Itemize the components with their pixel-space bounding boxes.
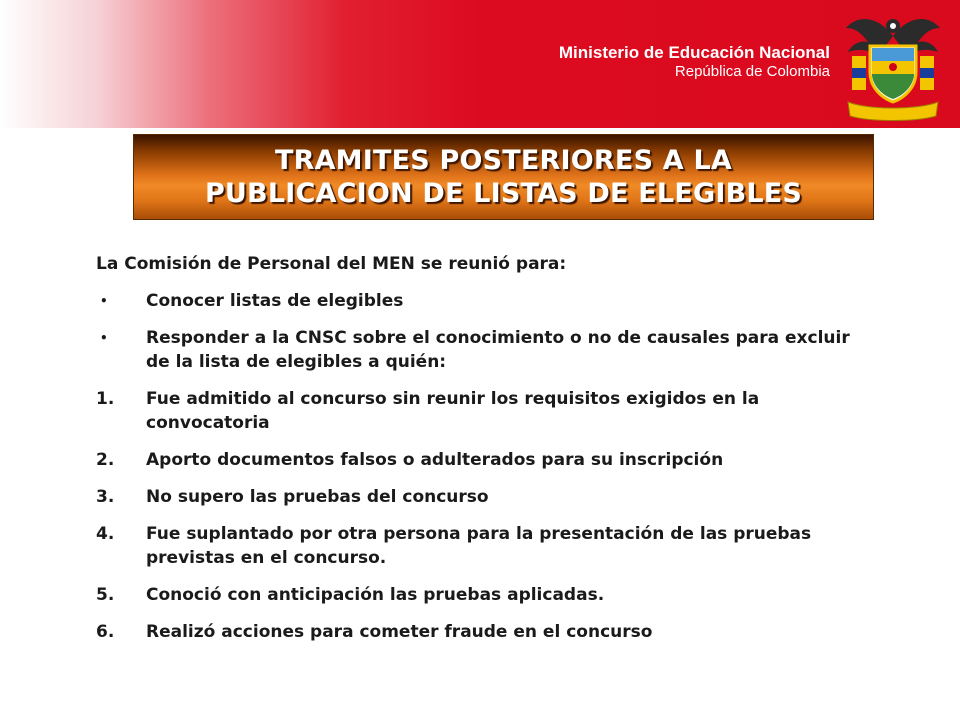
title-banner xyxy=(133,134,874,220)
ministry-name: Ministerio de Educación Nacional xyxy=(558,43,830,62)
numbered-item xyxy=(96,522,876,570)
number-marker: 4. xyxy=(96,524,115,544)
numbered-text: Aporto documentos falsos o adulterados para su inscripción xyxy=(146,450,724,470)
bullet-marker: • xyxy=(100,294,108,308)
colombia-coat-of-arms-icon xyxy=(838,6,948,122)
intro-text: La Comisión de Personal del MEN se reunió para: xyxy=(96,254,567,274)
bullet-marker: • xyxy=(100,331,108,345)
numbered-text: Fue suplantado por otra persona para la presentación de las pruebas previstas en el concurso. xyxy=(146,524,812,568)
header-banner xyxy=(0,0,960,128)
number-marker: 2. xyxy=(96,450,115,470)
bullet-text: Responder a la CNSC sobre el conocimiento o no de causales para excluir de la lista de elegibles a quién: xyxy=(146,328,850,372)
numbered-text: Realizó acciones para cometer fraude en el concurso xyxy=(146,622,653,642)
numbered-text: Conoció con anticipación las pruebas aplicadas. xyxy=(146,585,605,605)
numbered-text: Fue admitido al concurso sin reunir los requisitos exigidos en la convocatoria xyxy=(146,389,760,433)
number-marker: 5. xyxy=(96,585,115,605)
numbered-item xyxy=(96,620,876,644)
numbered-text: No supero las pruebas del concurso xyxy=(146,487,489,507)
numbered-item xyxy=(96,387,876,435)
numbered-item xyxy=(96,485,876,509)
bullet-text: Conocer listas de elegibles xyxy=(146,291,404,311)
numbered-item xyxy=(96,583,876,607)
bullet-item xyxy=(96,289,876,313)
number-marker: 1. xyxy=(96,389,115,409)
numbered-item xyxy=(96,448,876,472)
country-name: República de Colombia xyxy=(674,63,830,81)
title-line-2: PUBLICACION DE LISTAS DE ELEGIBLES xyxy=(204,178,803,209)
title-line-1: TRAMITES POSTERIORES A LA xyxy=(274,145,733,176)
content-body xyxy=(96,252,876,657)
number-marker: 6. xyxy=(96,622,115,642)
ministry-block xyxy=(559,42,830,82)
number-marker: 3. xyxy=(96,487,115,507)
bullet-item xyxy=(96,326,876,374)
